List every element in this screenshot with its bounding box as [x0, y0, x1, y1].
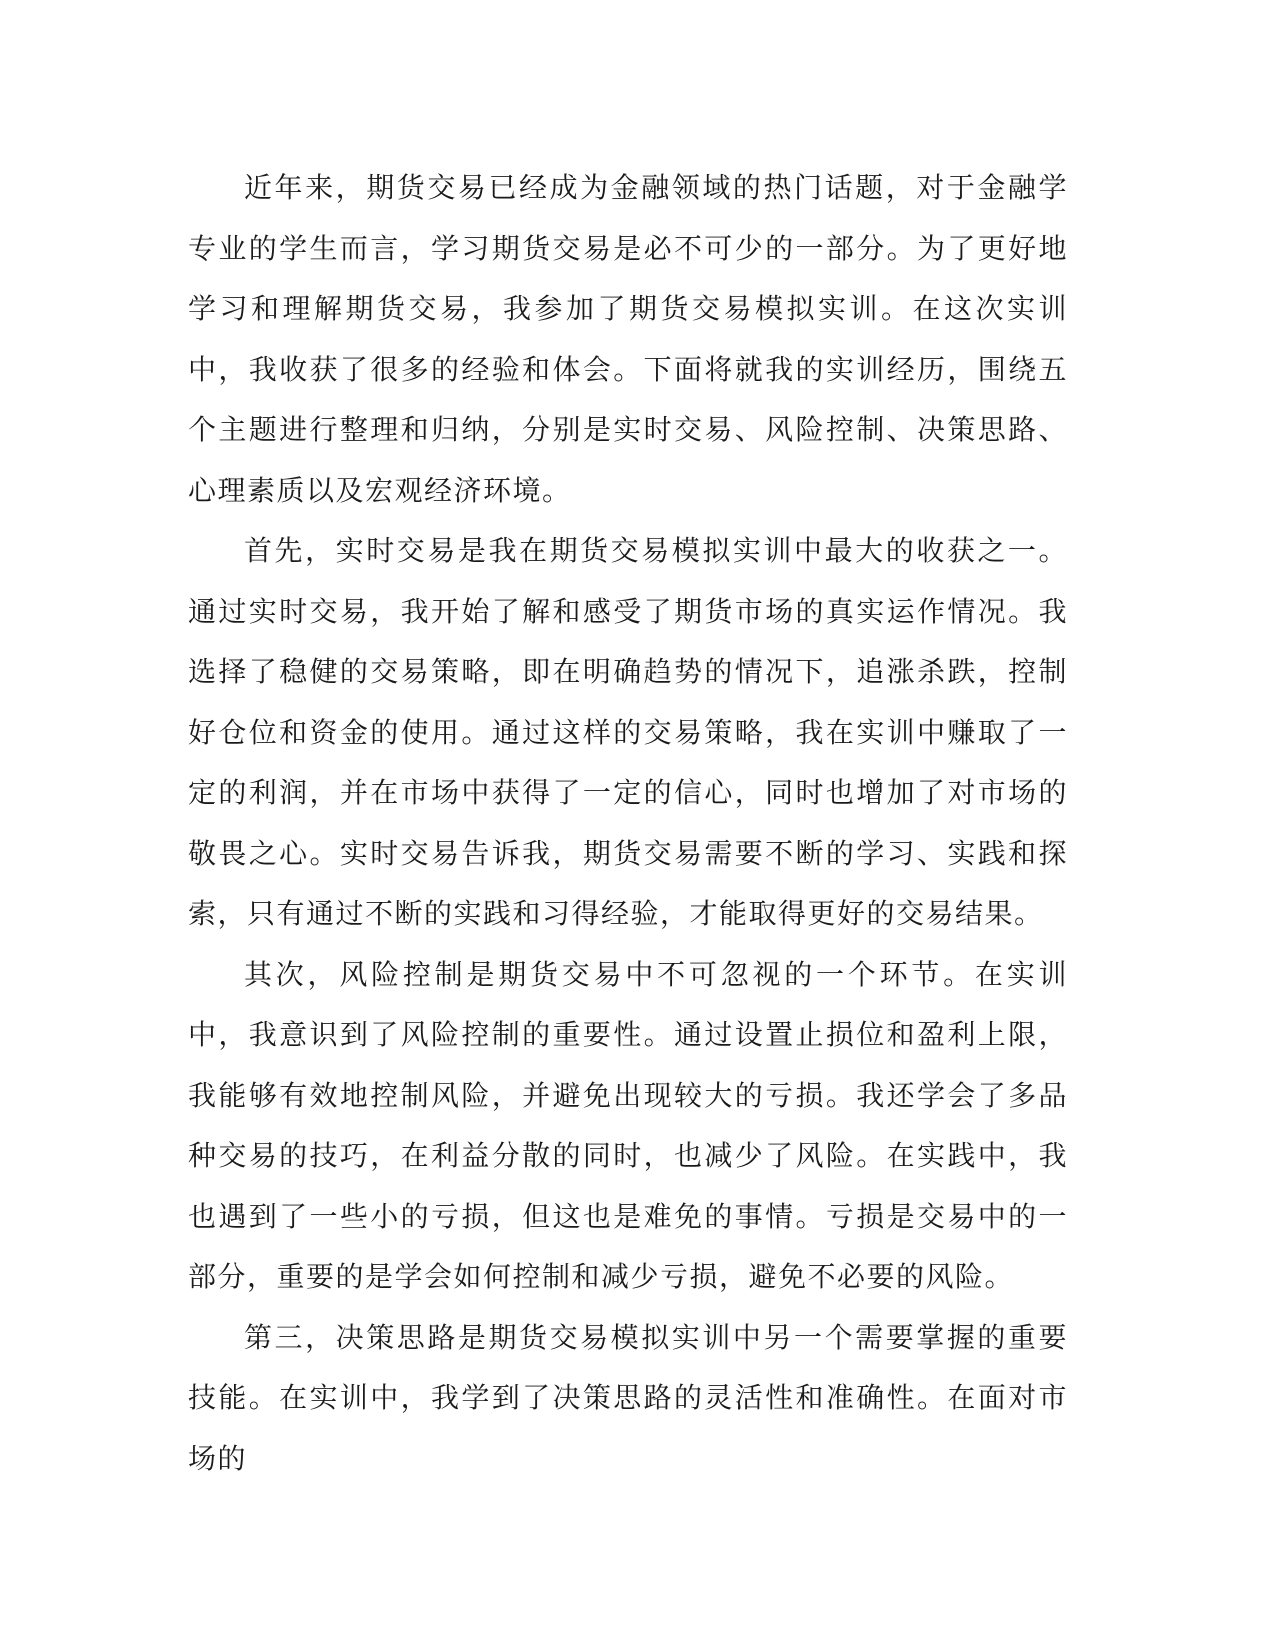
paragraph-intro: 近年来，期货交易已经成为金融领域的热门话题，对于金融学专业的学生而言，学习期货交易是必不可少的一部分。为了更好地学习和理解期货交易，我参加了期货交易模拟实训。在这次实训中，我收获了很多的经验和体会。下面将就我的实训经历，围绕五个主题进行整理和归纳，分别是实时交易、风险控制、决策思路、心理素质以及宏观经济环境。 [188, 171, 1068, 507]
paragraph-risk-control: 其次，风险控制是期货交易中不可忽视的一个环节。在实训中，我意识到了风险控制的重要性。通过设置止损位和盈利上限，我能够有效地控制风险，并避免出现较大的亏损。我还学会了多品种交易的技巧，在利益分散的同时，也减少了风险。在实践中，我也遇到了一些小的亏损，但这也是难免的事情。亏损是交易中的一部分，重要的是学会如何控制和减少亏损，避免不必要的风险。 [188, 957, 1068, 1293]
paragraph-decision-thinking: 第三，决策思路是期货交易模拟实训中另一个需要掌握的重要技能。在实训中，我学到了决策思路的灵活性和准确性。在面对市场的 [188, 1320, 1068, 1475]
document-body [188, 158, 1068, 1489]
paragraph-realtime-trading: 首先，实时交易是我在期货交易模拟实训中最大的收获之一。通过实时交易，我开始了解和感受了期货市场的真实运作情况。我选择了稳健的交易策略，即在明确趋势的情况下，追涨杀跌，控制好仓位和资金的使用。通过这样的交易策略，我在实训中赚取了一定的利润，并在市场中获得了一定的信心，同时也增加了对市场的敬畏之心。实时交易告诉我，期货交易需要不断的学习、实践和探索，只有通过不断的实践和习得经验，才能取得更好的交易结果。 [188, 534, 1068, 930]
